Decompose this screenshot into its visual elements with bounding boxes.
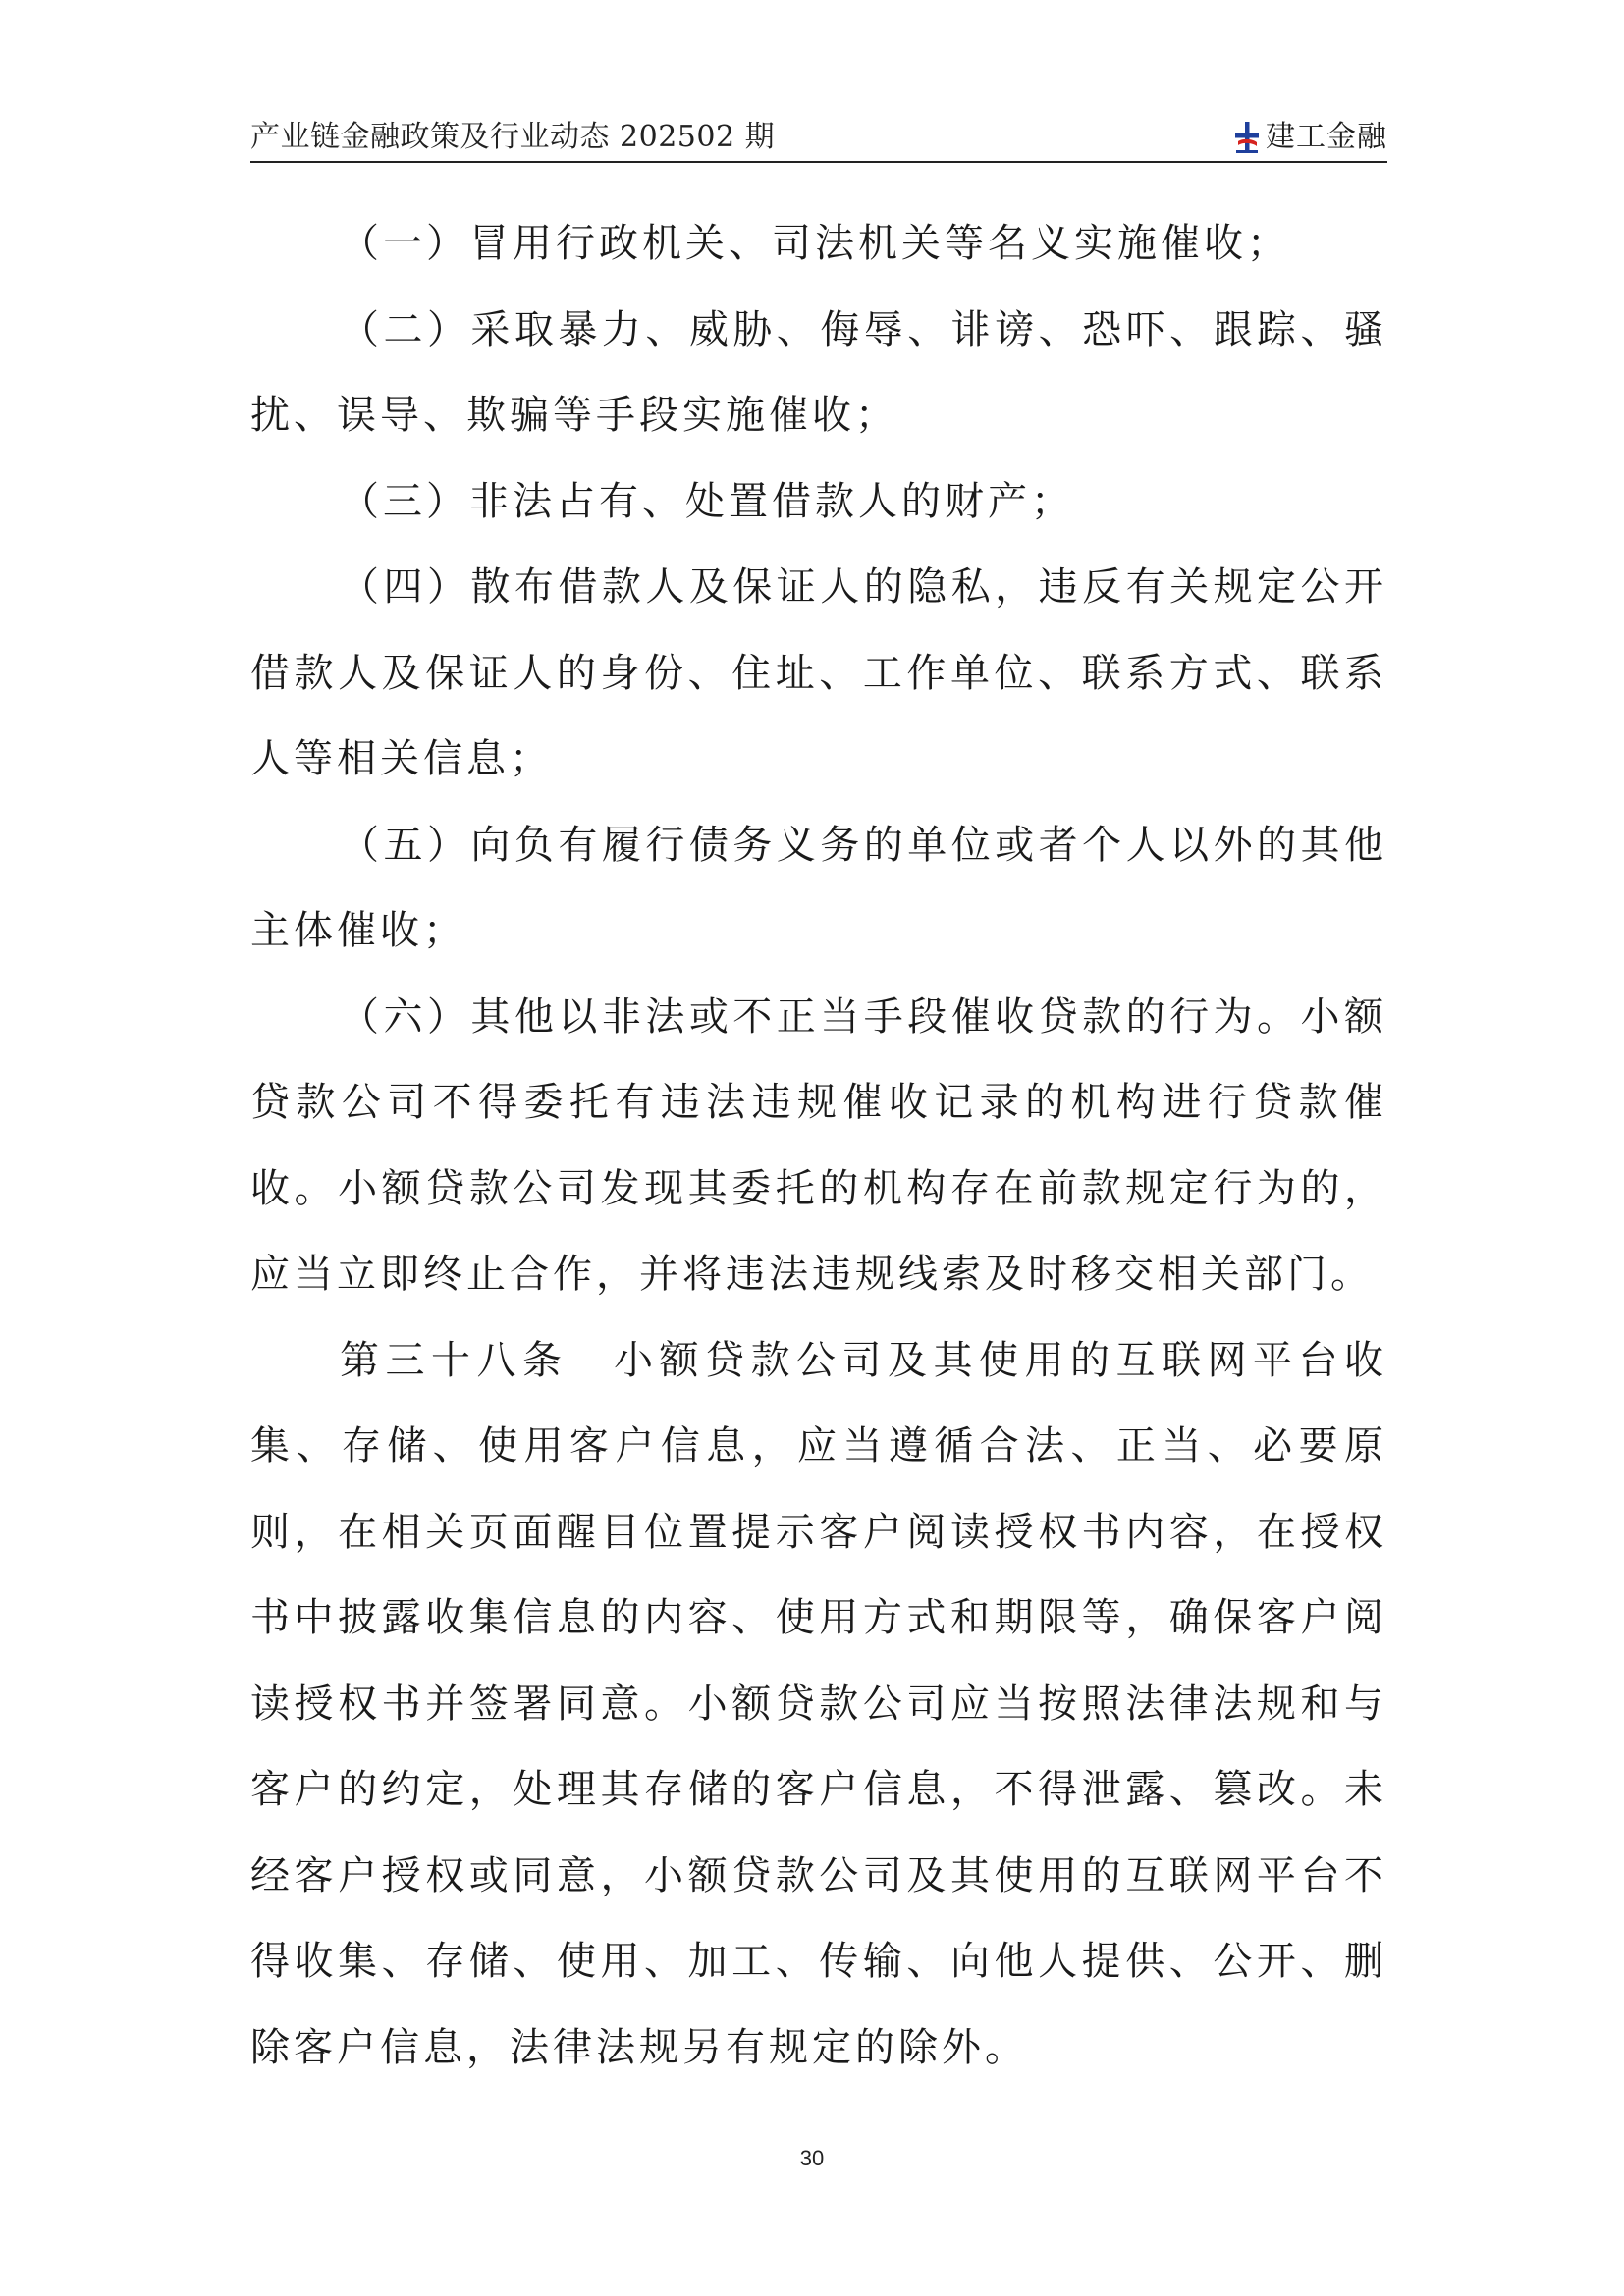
- page-number: 30: [799, 2146, 825, 2170]
- paragraph-item-4: （四）散布借款人及保证人的隐私，违反有关规定公开借款人及保证人的身份、住址、工作单位、联系方式、联系人等相关信息；: [250, 564, 1387, 781]
- document-body: [250, 201, 1387, 2091]
- paragraph-item-2: （二）采取暴力、威胁、侮辱、诽谤、恐吓、跟踪、骚扰、误导、欺骗等手段实施催收；: [250, 306, 1387, 438]
- page-header: [250, 106, 1387, 163]
- paragraph-item-3: （三）非法占有、处置借款人的财产；: [340, 478, 1074, 524]
- report-title: 产业链金融政策及行业动态 202502 期: [250, 120, 776, 154]
- paragraph-item-1: （一）冒用行政机关、司法机关等名义实施催收；: [340, 221, 1290, 266]
- article-38-paragraph: 第三十八条 小额贷款公司及其使用的互联网平台收集、存储、使用客户信息，应当遵循合法、正当、必要原则，在相关页面醒目位置提示客户阅读授权书内容，在授权书中披露收集信息的内容、使用方式和期限等，确保客户阅读授权书并签署同意。小额贷款公司应当按照法律法规和与客户的约定，处理其存储的客户信息，不得泄露、篡改。未经客户授权或同意，小额贷款公司及其使用的互联网平台不得收集、存储、使用、加工、传输、向他人提供、公开、删除客户信息，法律法规另有规定的除外。: [250, 1337, 1387, 2070]
- brand-name: 建工金融: [1266, 120, 1387, 154]
- jiangong-logo-icon: [1232, 120, 1262, 155]
- brand: [1232, 112, 1387, 155]
- paragraph-item-5: （五）向负有履行债务义务的单位或者个人以外的其他主体催收；: [250, 822, 1387, 953]
- paragraph-item-6: （六）其他以非法或不正当手段催收贷款的行为。小额贷款公司不得委托有违法违规催收记录的机构进行贷款催收。小额贷款公司发现其委托的机构存在前款规定行为的，应当立即终止合作，并将违法违规线索及时移交相关部门。: [250, 993, 1387, 1297]
